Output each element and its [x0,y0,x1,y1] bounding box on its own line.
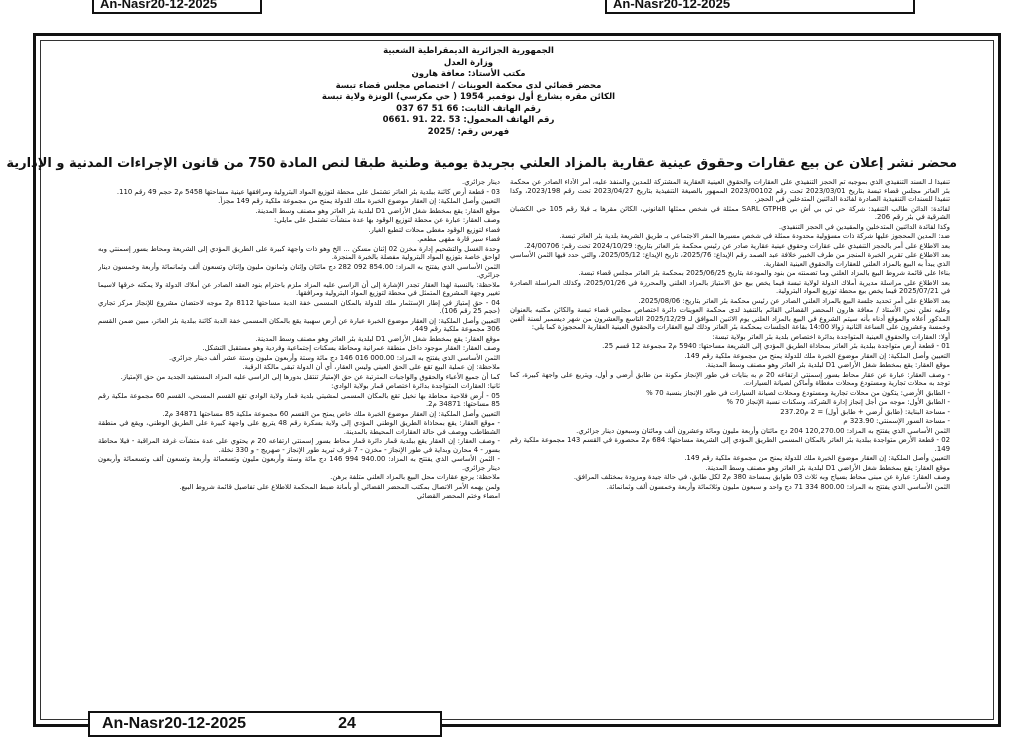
header-line: وزارة العدل [443,57,494,68]
paragraph: بناءا على قائمة شروط البيع بالمزاد العلني وما تضمنته من بنود والمودعة بتاريخ 2025/06/25 بمحكمة بئر العاتر مجلس قضاء تبسة. [578,269,950,277]
paragraph: وكذا لفائدة الدائنين المتدخلين والمقيدين في الحجز التنفيذي. [778,222,950,231]
left-column [98,178,500,698]
paragraph: - وصف العقار: إن العقار يقع ببلدية قمار دائرة قمار محاط بسور إسمنتي ارتفاعه 20 م يحتوي على عدة منشآت غرفة المراقبة - فيلا محاطة بسور - 4 محارن وبداية في طور الإنجاز - مخزن - 7 غرف تبريد طور الإنجاز - صهريج - و 330 نخلة. [98,437,500,454]
paragraph: لفائدة: الدائن طالب التنفيذ: شركة حي تي بي أش بي SARL GTPHB ممثلة في شخص ممثلها القانوني، الكائن مقرها بـ فيلا رقم 105 حي الكشبان الشرقية في بئر رقم 206. [510,204,950,221]
header-line: محضر قضائي لدى محكمة العوينات / اختصاص مجلس قضاء تبسة [335,80,602,91]
page-number: 24 [338,715,356,732]
paragraph: أولا: العقارات والحقوق العينية المتواجدة بدائرة اختصاص بلدية بئر العاتر بولاية تبسة: [712,332,950,341]
paragraph: كما أن جميع الأعباء والحقوق والواجبات المترتبة عن حق الإمتياز تنتقل بدورها إلى الراسي عليه المزاد المستفيد الجديد من حق الإمتياز. [120,372,500,381]
paragraph: ملاحظة: يرجع عقارات محل البيع بالمزاد العلني متلفة برهن. [330,473,500,481]
paragraph: بعد الاطلاع على أمر تحديد جلسة البيع بالمزاد العلني الصادر عن رئيس محكمة بئر العاتر بتاريخ: 2025/08/06. [638,296,950,305]
paragraph: - الثمن الأساسي الذي يفتتح به المزاد: 940.00 994 146 دج مائة وستة وأربعون مليون وتسعمائة وأربعة وتسعون ألف وتسعمائة وأربعون دينار جزائري. [98,455,500,472]
paragraph: فضاء سير قارة مقهى مطعم. [417,235,500,243]
paragraph: وعليه نعلن نحن الأستاذ / معافة هارون المحضر القضائي القائم بالتنفيذ لدى محكمة العوينات دائرة اختصاص مجلس قضاء تبسة والكائن مكتبه بالعنوان المذكور أعلاه والموقع أدناه بأنه سيتم الشروع في البيع بالمزاد العلني يوم الاثنين الموافق لـ 2025/12/29 التاسع والعشرون من شهر ديسمبر لسنة ألفين وخمسة وعشرون على الساعة الثانية زوالا 14:00 بقاعة الجلسات بمحكمة بئر العاتر وذلك لبيع العقارات والحقوق العينية العقارية المحجوزة كما يلي: [510,306,950,331]
paragraph: بعد الاطلاع على مراسلة مديرية أملاك الدولة لولاية تبسة فيما يخص بيع حق الامتياز بالمزاد العلني والمحررة في 2025/01/26، وكذلك المراسلة الصادرة في 2025/07/21 فيما يخص بيع محطة توزيع المواد البترولية. [510,278,950,295]
top-strip-right: An-Nasr20-12-2025 [605,0,915,14]
paragraph: 05 - أرض فلاحية محاطة بها نخيل تقع بالمكان المسمى لمشيتي بلدية قمار ولاية الوادي تقع القسم المسحي، القسم 60 مجموعة ملكية رقم 85 مساحتها: 34871 م2. [98,391,500,408]
paragraph: 04 - حق إمتياز في إطار الإستثمار ملك للدولة بالمكان المسمى خفة الدبة مساحتها 8112 م2 موجه لاحتضان مشروع للإنجاز مركز تجاري (حجم 25 رقم 106). [98,298,500,315]
paragraph: الثمن الأساسي الذي يفتتح به المزاد: 120,270.00 204 دج مائتان وأربعة مليون ومائة وعشرون ألف ومائتان وسبعون دينار جزائري. [576,426,950,435]
paragraph: وحدة الغسل والتشحيم إدارة مخزن 02 إثنان مسكن ... الخ وهو ذات واجهة كبيرة على الطريق المؤدي إلى الشريعة ومحاط بسور إسمنتي وبه لواحق خاصة بتوزيع المواد البترولية مفصلة بالخبرة المنجزة. [98,244,500,261]
header-line: رقم الهاتف المحمول: 53 .22 .91 .0661 [382,115,555,125]
paragraph: الثمن الأساسي الذي يفتتح به المزاد: 800.00 334 71 دج واحد و سبعون مليون وثلاثمائة وأربعة وخمسون ألف وثمانمائة. [606,482,950,491]
header-line: رقم الهاتف الثابت: 66 51 67 037 [396,103,541,114]
paragraph: ضد: المدين المحجوز عليها شركة ذات مسؤولية محدودة ممثلة في شخص مسيرها المقر الاجتماعي بـ طريق الشريعة بلدية بئر العاتر تبسة. [559,232,950,240]
paragraph: التعيين وأصل الملكية: إن العقار موضوع الخبرة ملك خاص يمنح من القسم 60 مجموعة ملكية 85 مساحتها 34871 م2. [162,409,500,418]
top-strip-left: An-Nasr20-12-2025 [92,0,262,14]
paragraph: موقع العقار: يقع بمخطط شغل الأراضي D1 لبلدية بئر العاتر وهو مصنف وسط المدينة. [255,334,500,343]
paragraph: 03 - قطعة أرض كائنة ببلدية بئر العاتر تشتمل على محطة لتوزيع المواد البترولية ومرافقها عينية مساحتها 5458 م2 حجم 49 رقم 110. [116,187,500,196]
footer-publication: An-Nasr20-12-2025 [102,715,247,732]
footer-box [88,711,442,737]
paragraph: امضاء وختم المحضر القضائي [416,492,500,500]
paragraph: - مساحة السور الإسمنتي: 323.90 م [843,417,950,425]
paragraph: - الطابق الأول: موجه من أجل إنجاز إدارة الشركة، وسكنات نسبة الإنجاز 70 % [726,398,950,406]
paragraph: وصف العقار: عبارة عن محطة لتوزيع الوقود بها عدة منشآت تشتمل على مايلي: [274,216,500,224]
paragraph: 01 - قطعة أرض متواجدة ببلدية بئر العاتر بمحاذاة الطريق المؤدي إلى الشريعة مساحتها: 5940 م2 مجموعة 12 قسم 25. [602,342,950,350]
paragraph: - الطابق الأرضي: يتكون من محلات تجارية ومستودع ومحلات لصيانة السيارات في طور الإنجاز بنسبة 70 % [646,388,950,397]
paragraph: - موقع العقار: يقع بمحاذاة الطريق الوطني المؤدي إلى ولاية بسكرة رقم 48 يتربع على واجهة كبيرة على الطريق الوطني، ويقع في منطقة الشطاطب ووصف في حالة العقارات المحيطة بالمدينة. [98,419,500,436]
paragraph: الثمن الأساسي الذي يفتتح به المزاد: 000.00 016 146 دج مائة وستة وأربعون مليون وستة عشر ألف دينار جزائري. [169,353,500,362]
paragraph: التعيين وأصل الملكية: إن العقار موضوع الخبرة ملك للدولة يمنح من مجموعة ملكية رقم 149. [684,454,950,462]
paragraph: بعد الاطلاع على أمر بالحجز التنفيذي على عقارات وحقوق عينية عقارية صادر عن رئيس محكمة بئر العاتر بتاريخ: 2024/10/29 تحت رقم: 24/00706. [524,241,950,250]
paragraph: وصف العقار: عبارة عن مبنى محاط بسياج وبه ثلاث 03 طوابق بمساحة 380 م2 لكل طابق، في حالة جيدة ومزودة بمختلف المرافق. [573,473,950,481]
paragraph: الثمن الأساسي الذي يفتتح به المزاد: 854.00 092 282 دج مائتان وإثنان وثمانون مليون وإثنان وتسعون ألف وثمانمائة وأربعة وخمسون دينار جزائري. [98,262,500,279]
announcement-title: محضر نشر إعلان عن بيع عقارات وحقوق عينية عقارية بالمزاد العلني بجريدة يومية وطنية طبقا لنص المادة 750 من قانون الإجراءات المدنية و الإدارية [6,156,957,171]
paragraph: 02 - قطعة الأرض متواجدة ببلدية بئر العاتر بالمكان المسمى الطريق المؤدي إلى الشريعة مساحتها: 684 م2 محصورة في القسم 143 مجموعة ملكية رقم 149. [510,436,950,453]
paragraph: ملاحظة: بالنسبة لهذا العقار تجدر الإشارة إلى أن الراسي عليه المزاد ملزم باحترام بنود العقد الصادر عن أملاك الدولة ولا يمكنه خرقها لاسيما تغيير وجهة المشروع المتمثل في محطة لتوزيع المواد البترولية ومرافقها. [98,280,500,297]
paragraph: التعيين وأصل الملكية: إن العقار موضوع الخبرة ملك للدولة يمنح من مجموعة ملكية رقم 149 مجزأ. [218,197,500,205]
paragraph: موقع العقار: يقع بمخطط شغل الأراضي D1 لبلدية بئر العاتر وهو مصنف وسط المدينة. [705,463,950,472]
header-line: الجمهورية الجزائرية الديمقراطية الشعبية [383,46,554,56]
paragraph: ولمن يهمه الأمر الاتصال بمكتب المحضر القضائي أو بأمانة ضبط المحكمة للاطلاع على تفاصيل قائمة شروط البيع. [179,482,500,491]
paragraph: - وصف العقار: عبارة عن عقار محاط بسور إسمنتي ارتفاعه 20 م به بنايات في طور الإنجاز مكونة من طابق أرضي و أول، ويتربع على واجهة كبيرة، كما توجد به محلات تجارية ومستودع ومحلات مغطاة وأماكن لصيانة السيارات. [510,370,950,387]
paragraph: ثانيا: العقارات المتواجدة بدائرة اختصاص قمار بولاية الوادي: [331,382,500,390]
paragraph: بعد الاطلاع على تقرير الخبرة المنجز من طرف الخبير خلافة عبد الصمد رقم الإيداع: 2025/76، تاريخ الإيداع: 2025/05/12، والتي حدد فيها الثمن الأساسي الذي يبدأ به البيع بالمزاد العلني للعقارات والحقوق العينية العقارية. [510,251,950,268]
header-line: الكائن مقره بشارع أول نوفمبر 1954 ( حي مكرسي) الونزة ولاية تبسة [321,92,616,102]
paragraph: - مساحة البناية: (طابق أرضي + طابق أول) = 2 م237.20 [780,407,950,416]
paragraph: فضاء لتوزيع الوقود مغطى محلات لتطبع الغيار. [368,225,500,234]
paragraph: تنفيذا لـ السند التنفيذي الذي بموجبه تم الحجز التنفيذي على العقارات والحقوق العينية العقارية المشتركة للمدين والمنفذ عليه، أمر الأداء الصادر عن محكمة بئر العاتر مجلس قضاء تبسة بتاريخ 2023/03/01 تحت رقم 2023/00102 الممهور بالصيغة التنفيذية بتاريخ 2023/04/27 تحت رقم 2023/198، وكذا تنفيذا للسندات التنفيذية الصادرة لفائدة الدائنين المتدخلين في الحجز. [510,178,950,203]
paragraph: التعيين وأصل الملكية: إن العقار موضوع الخبرة ملك للدولة يمنح من مجموعة ملكية رقم 149. [684,351,950,360]
header-line: مكتب الأستاذ: معافة هارون [411,69,526,79]
paragraph: وصف العقار: العقار موجود داخل منطقة عمرانية ومحاطة بسكنات إجتماعية وفردية وهو مستقبل التشكل. [202,344,500,352]
paragraph: ملاحظة: إن عملية البيع تقع على الحق العيني وليس العقار، أي أن الدولة تبقى مالكة الرقبة. [242,363,500,371]
paragraph: موقع العقار: يقع بمخطط شغل الأراضي D1 لبلدية بئر العاتر وهو مصنف وسط المدينة. [255,206,500,215]
letterhead [250,46,687,138]
header-line: فهرس رقم: /2025 [427,126,510,137]
right-column [510,178,950,698]
paragraph: موقع العقار: يقع بمخطط شغل الأراضي D1 لبلدية بئر العاتر وهو مصنف وسط المدينة. [705,361,950,369]
paragraph: التعيين وأصل الملكية: إن العقار موضوع الخبرة عبارة عن أرض سهبية يقع بالمكان المسمى خفة الدبة كائنة ببلدية بئر العاتر، مبين ضمن القسم 306 مجموعة ملكية رقم 449. [98,316,500,333]
paragraph: دينار جزائري. [462,178,500,186]
